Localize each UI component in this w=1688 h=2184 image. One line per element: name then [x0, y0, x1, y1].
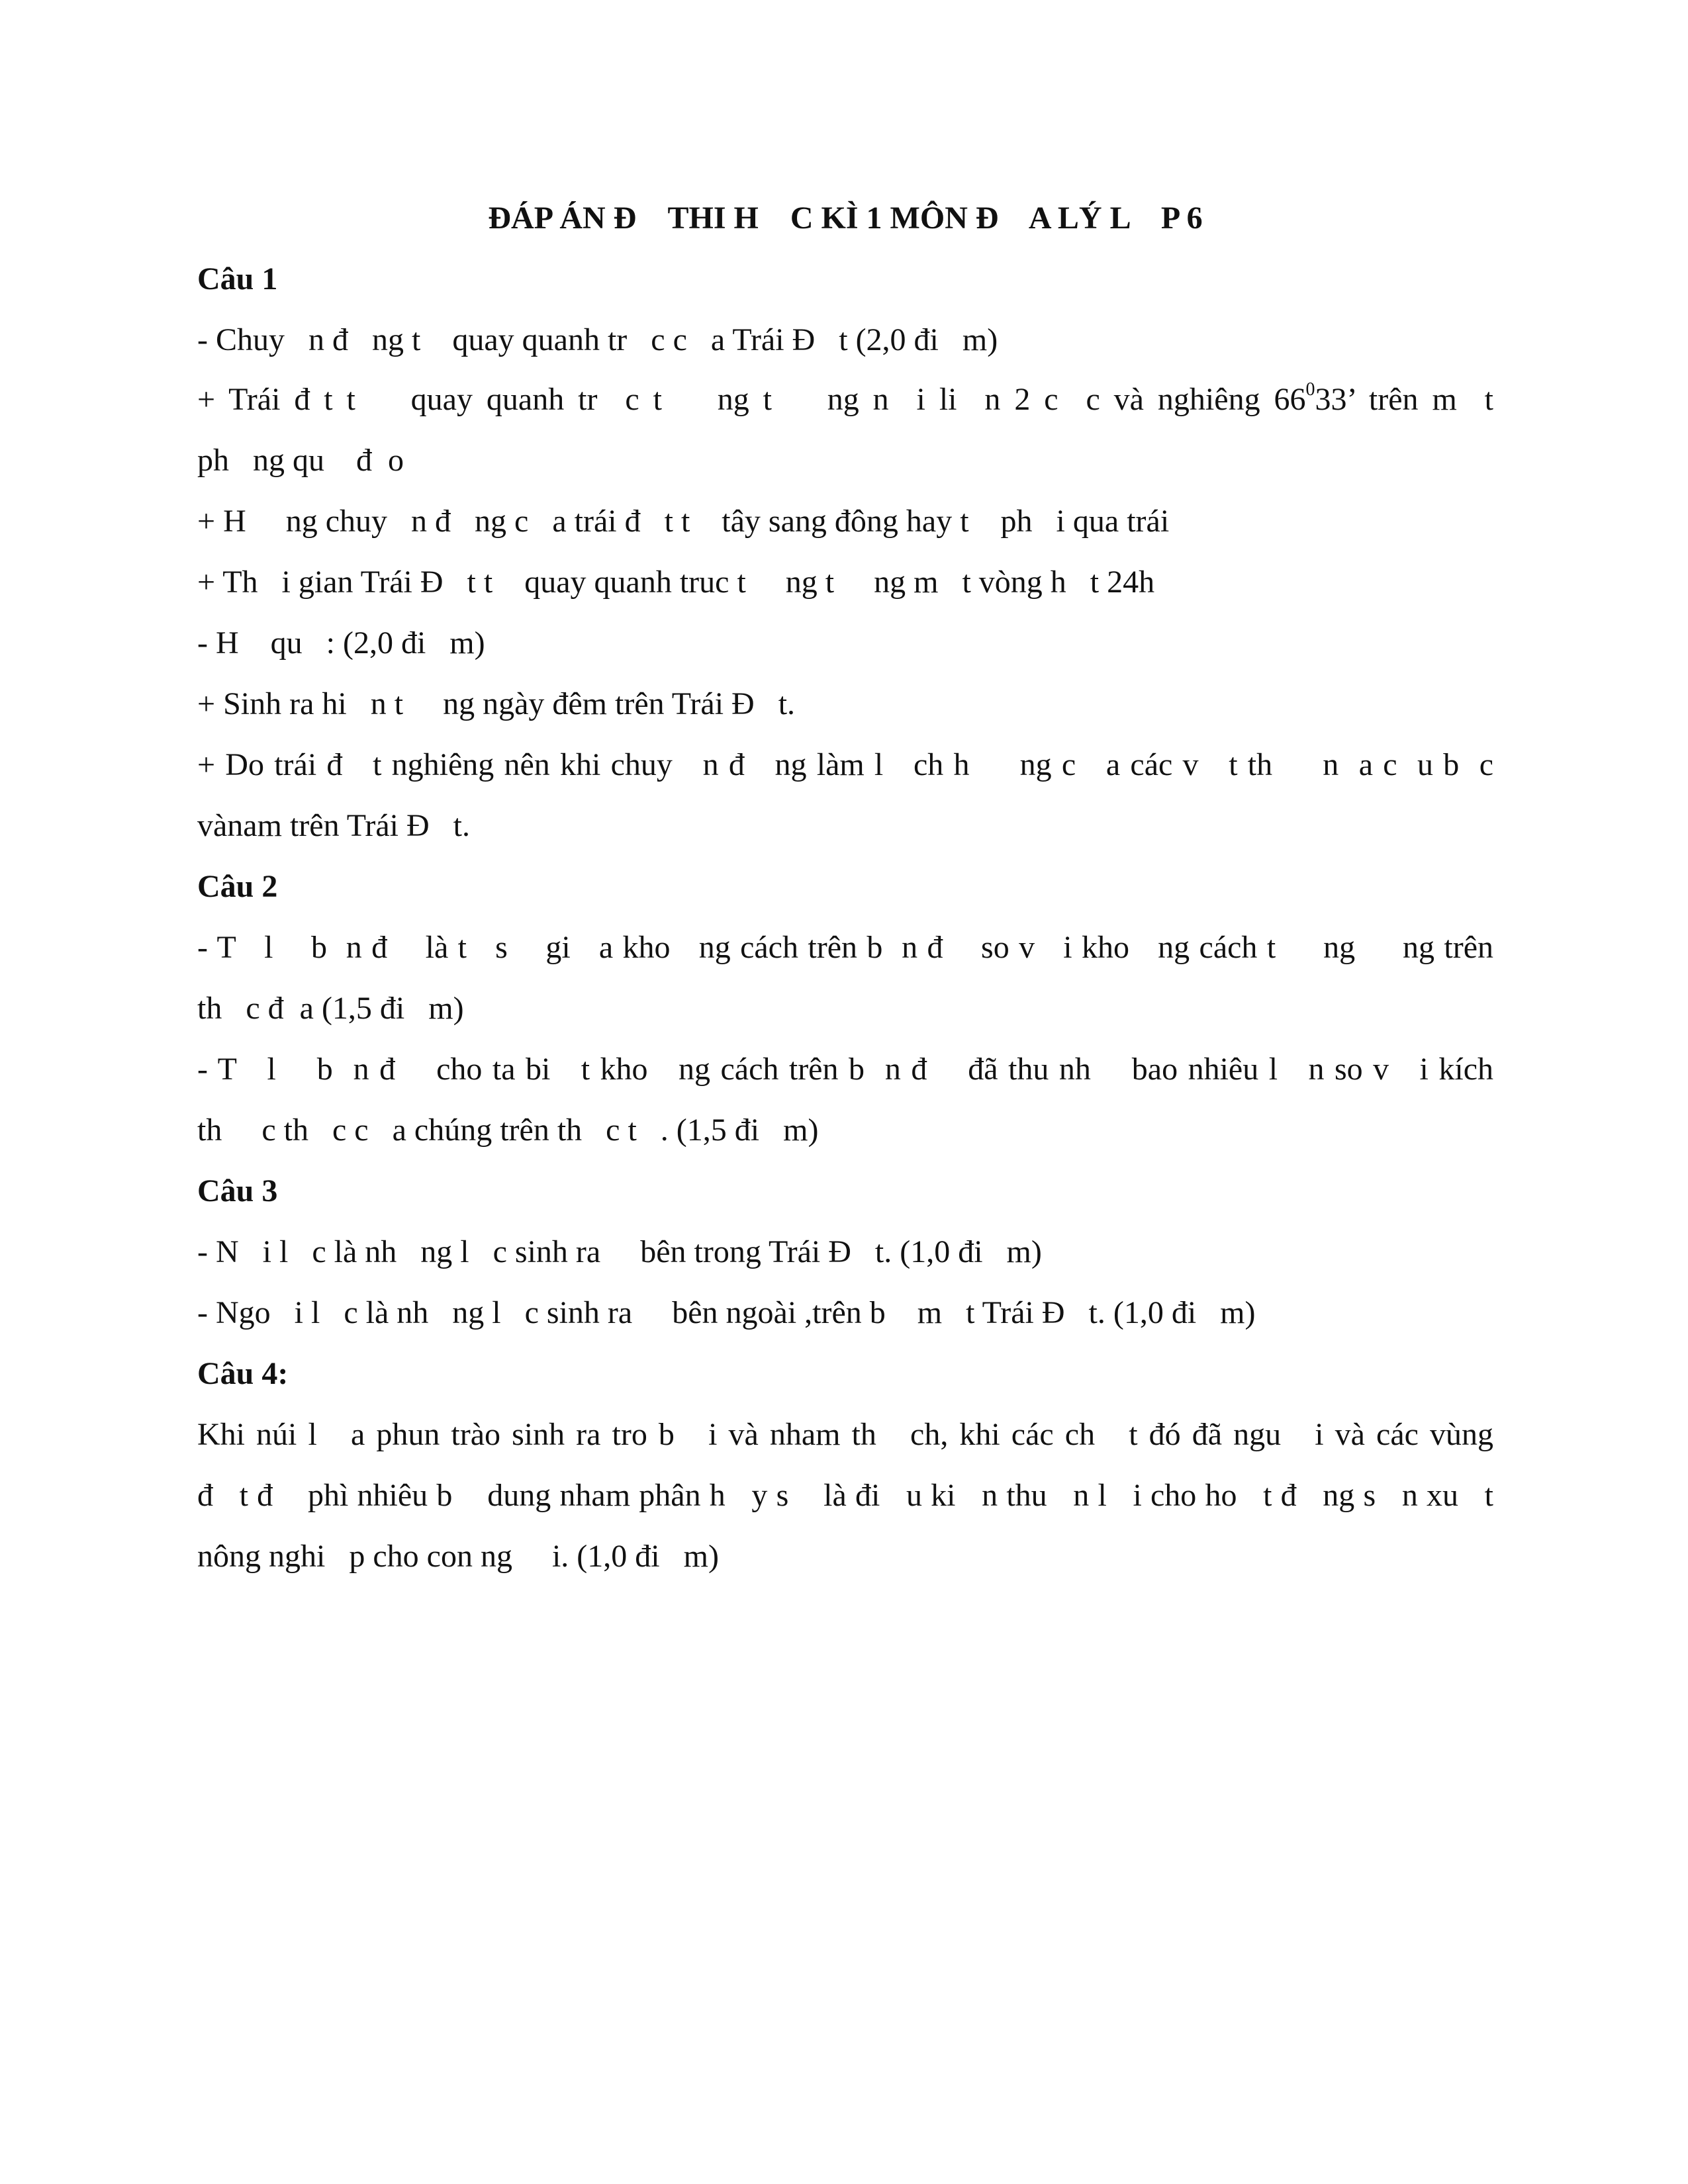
question-1-heading: Câu 1 [197, 261, 278, 296]
question-3-heading: Câu 3 [197, 1173, 278, 1208]
q2-line-3: - T l b n đ cho ta bi t kho ng cách trên b n đ đã thu nh bao nhiêu l n so v i kích [197, 1052, 1493, 1087]
q4-line-2: đ t đ phì nhiêu b dung nham phân h y s là đi u ki n thu n l i cho ho t đ ng s n xu t [197, 1478, 1493, 1513]
q1-line-4: + H ng chuy n đ ng c a trái đ t t tây sang đông hay t ph i qua trái [197, 504, 1170, 539]
q1-line-1: - Chuy n đ ng t quay quanh tr c c a Trái Đ t (2,0 đi m) [197, 322, 998, 357]
q2-line-4: th c th c c a chúng trên th c t . (1,5 đi m) [197, 1113, 819, 1148]
q1-line-8: + Do trái đ t nghiêng nên khi chuy n đ ng làm l ch h ng c a các v t th n a c u b c [197, 747, 1493, 782]
q3-line-1: - N i l c là nh ng l c sinh ra bên trong Trái Đ t. (1,0 đi m) [197, 1234, 1042, 1269]
q1-line-2-text-b: 33’ trên m t [1315, 382, 1493, 417]
q1-line-9: vànam trên Trái Đ t. [197, 808, 470, 843]
question-2-heading: Câu 2 [197, 869, 278, 904]
q1-line-2 [197, 381, 1493, 418]
q1-line-2-text-a: + Trái đ t t quay quanh tr c t ng t ng n i li n 2 c c và nghiêng 66 [197, 382, 1306, 417]
q1-line-7: + Sinh ra hi n t ng ngày đêm trên Trái Đ t. [197, 686, 796, 721]
q1-line-6: - H qu : (2,0 đi m) [197, 625, 485, 660]
q1-line-5: + Th i gian Trái Đ t t quay quanh truc t ng t ng m t vòng h t 24h [197, 565, 1155, 600]
q3-line-2: - Ngo i l c là nh ng l c sinh ra bên ngoài ,trên b m t Trái Đ t. (1,0 đi m) [197, 1295, 1256, 1330]
degree-superscript: 0 [1305, 379, 1315, 400]
q4-line-1: Khi núi l a phun trào sinh ra tro b i và nham th ch, khi các ch t đó đã ngu i và các vùng [197, 1417, 1493, 1452]
q2-line-2: th c đ a (1,5 đi m) [197, 991, 464, 1026]
q4-line-3: nông nghi p cho con ng i. (1,0 đi m) [197, 1539, 719, 1574]
q2-line-1: - T l b n đ là t s gi a kho ng cách trên b n đ so v i kho ng cách t ng ng trên [197, 930, 1493, 965]
document-title: ĐÁP ÁN Đ THI H C KÌ 1 MÔN Đ A LÝ L P 6 [488, 201, 1203, 236]
question-4-heading: Câu 4: [197, 1356, 289, 1391]
q1-line-3: ph ng qu đ o [197, 443, 404, 478]
